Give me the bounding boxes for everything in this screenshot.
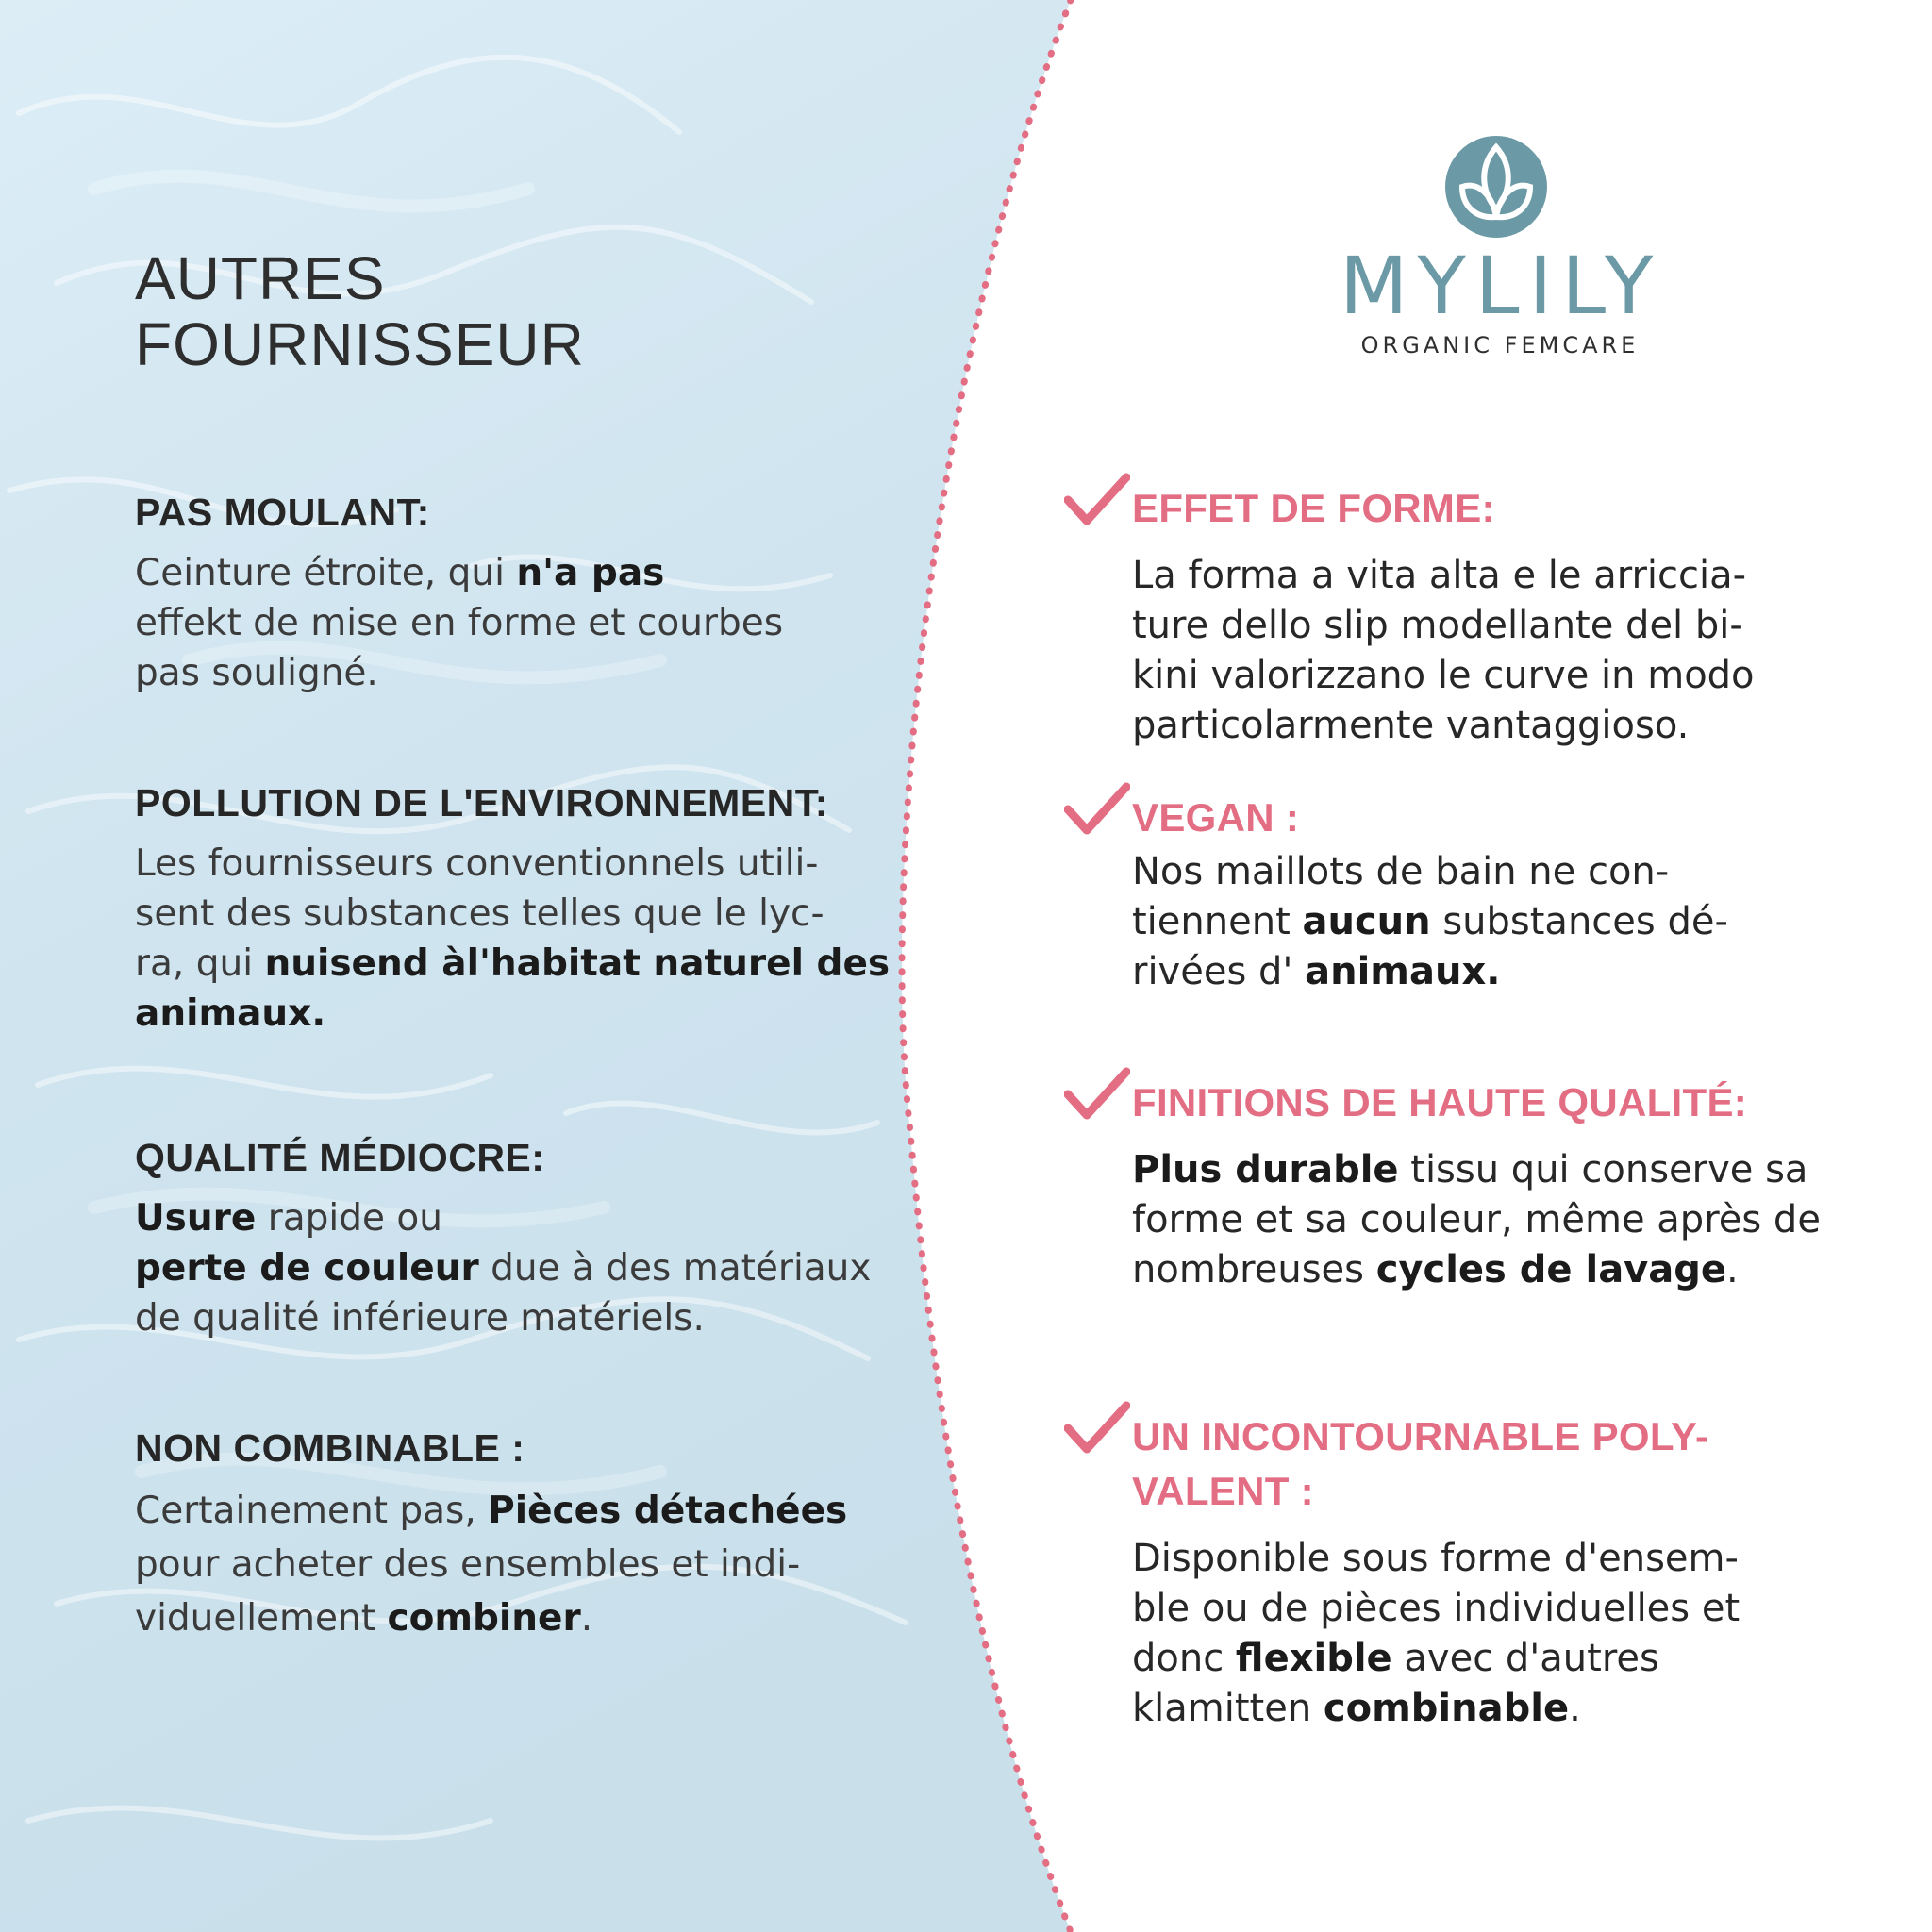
emphasis-text: Pièces détachées [488,1490,848,1532]
right-section-head [1064,481,1894,536]
left-section-heading: QUALITÉ MÉDIOCRE: [135,1136,545,1179]
emphasis-text: cycles de lavage [1375,1248,1727,1291]
right-section-body: Plus durable tissu qui conserve sa forme et sa couleur, même après de nombreuses cycles de lavage. [1132,1148,1821,1291]
checkmark-icon [1064,472,1130,528]
emphasis-text: animaux. [135,992,326,1035]
right-section-body: Disponible sous forme d'ensem- ble ou de pièces individuelles et donc flexible avec d'autres klamitten combinable. [1132,1537,1740,1730]
left-title [135,245,585,377]
left-section-shaping [135,491,908,698]
left-title-line2: FOURNISSEUR [135,310,585,378]
left-section-heading: PAS MOULANT: [135,491,430,534]
right-section-vegan [1064,791,1894,997]
emphasis-text: Usure [135,1197,257,1240]
left-section-body: Ceinture étroite, qui n'a pas effekt de mise en forme et courbes pas souligné. [135,552,784,694]
left-section-body: Certainement pas, Pièces détachées pour acheter des ensembles et indi- viduellement combiner. [135,1490,848,1640]
right-section-body: Nos maillots de bain ne con- tiennent aucun substances dé- rivées d' animaux. [1132,850,1728,993]
checkmark-icon [1064,1066,1130,1123]
left-section-body: Les fournisseurs conventionnels utili- sent des substances telles que le lyc- ra, qui nuisend àl'habitat naturel des animaux. [135,842,891,1035]
right-section-versatile [1064,1409,1894,1734]
emphasis-text: nuisend àl'habitat naturel des [264,942,891,985]
left-section-pollution [135,781,908,1039]
left-title-line1: AUTRES [135,244,386,312]
right-section-shape [1064,481,1894,751]
checkmark-icon [1064,1400,1130,1457]
left-section-heading: NON COMBINABLE : [135,1426,525,1470]
right-section-body: La forma a vita alta e le arriccia- ture dello slip modellante del bi- kini valorizzano le curve in modo particolarmente vantaggioso. [1132,554,1755,747]
emphasis-text: n'a pas [516,552,665,594]
emphasis-text: flexible [1235,1637,1392,1680]
left-section-quality [135,1136,908,1343]
brand-tagline: ORGANIC FEMCARE [1360,332,1640,358]
right-section-head [1064,791,1894,845]
left-section-body: Usure rapide ou perte de couleur due à des matériaux de qualité inférieure matériels. [135,1197,872,1340]
emphasis-text: aucun [1302,900,1431,943]
right-section-heading: VEGAN : [1132,795,1300,840]
emphasis-text: combiner [387,1597,581,1640]
right-section-heading: EFFET DE FORME: [1132,486,1495,530]
right-section-heading: FINITIONS DE HAUTE QUALITÉ: [1132,1080,1748,1124]
emphasis-text: combinable [1323,1687,1570,1730]
brand-name: MYLILY [1340,240,1663,332]
emphasis-text: animaux. [1305,950,1501,993]
left-section-combinable [135,1426,908,1645]
emphasis-text: perte de couleur [135,1247,479,1290]
right-section-finish [1064,1075,1894,1295]
right-section-head [1064,1075,1894,1130]
emphasis-text: Plus durable [1132,1148,1399,1191]
checkmark-icon [1064,781,1130,838]
right-section-head [1064,1409,1894,1519]
left-section-heading: POLLUTION DE L'ENVIRONNEMENT: [135,781,828,824]
right-section-heading: UN INCONTOURNABLE POLY- VALENT : [1132,1414,1709,1513]
